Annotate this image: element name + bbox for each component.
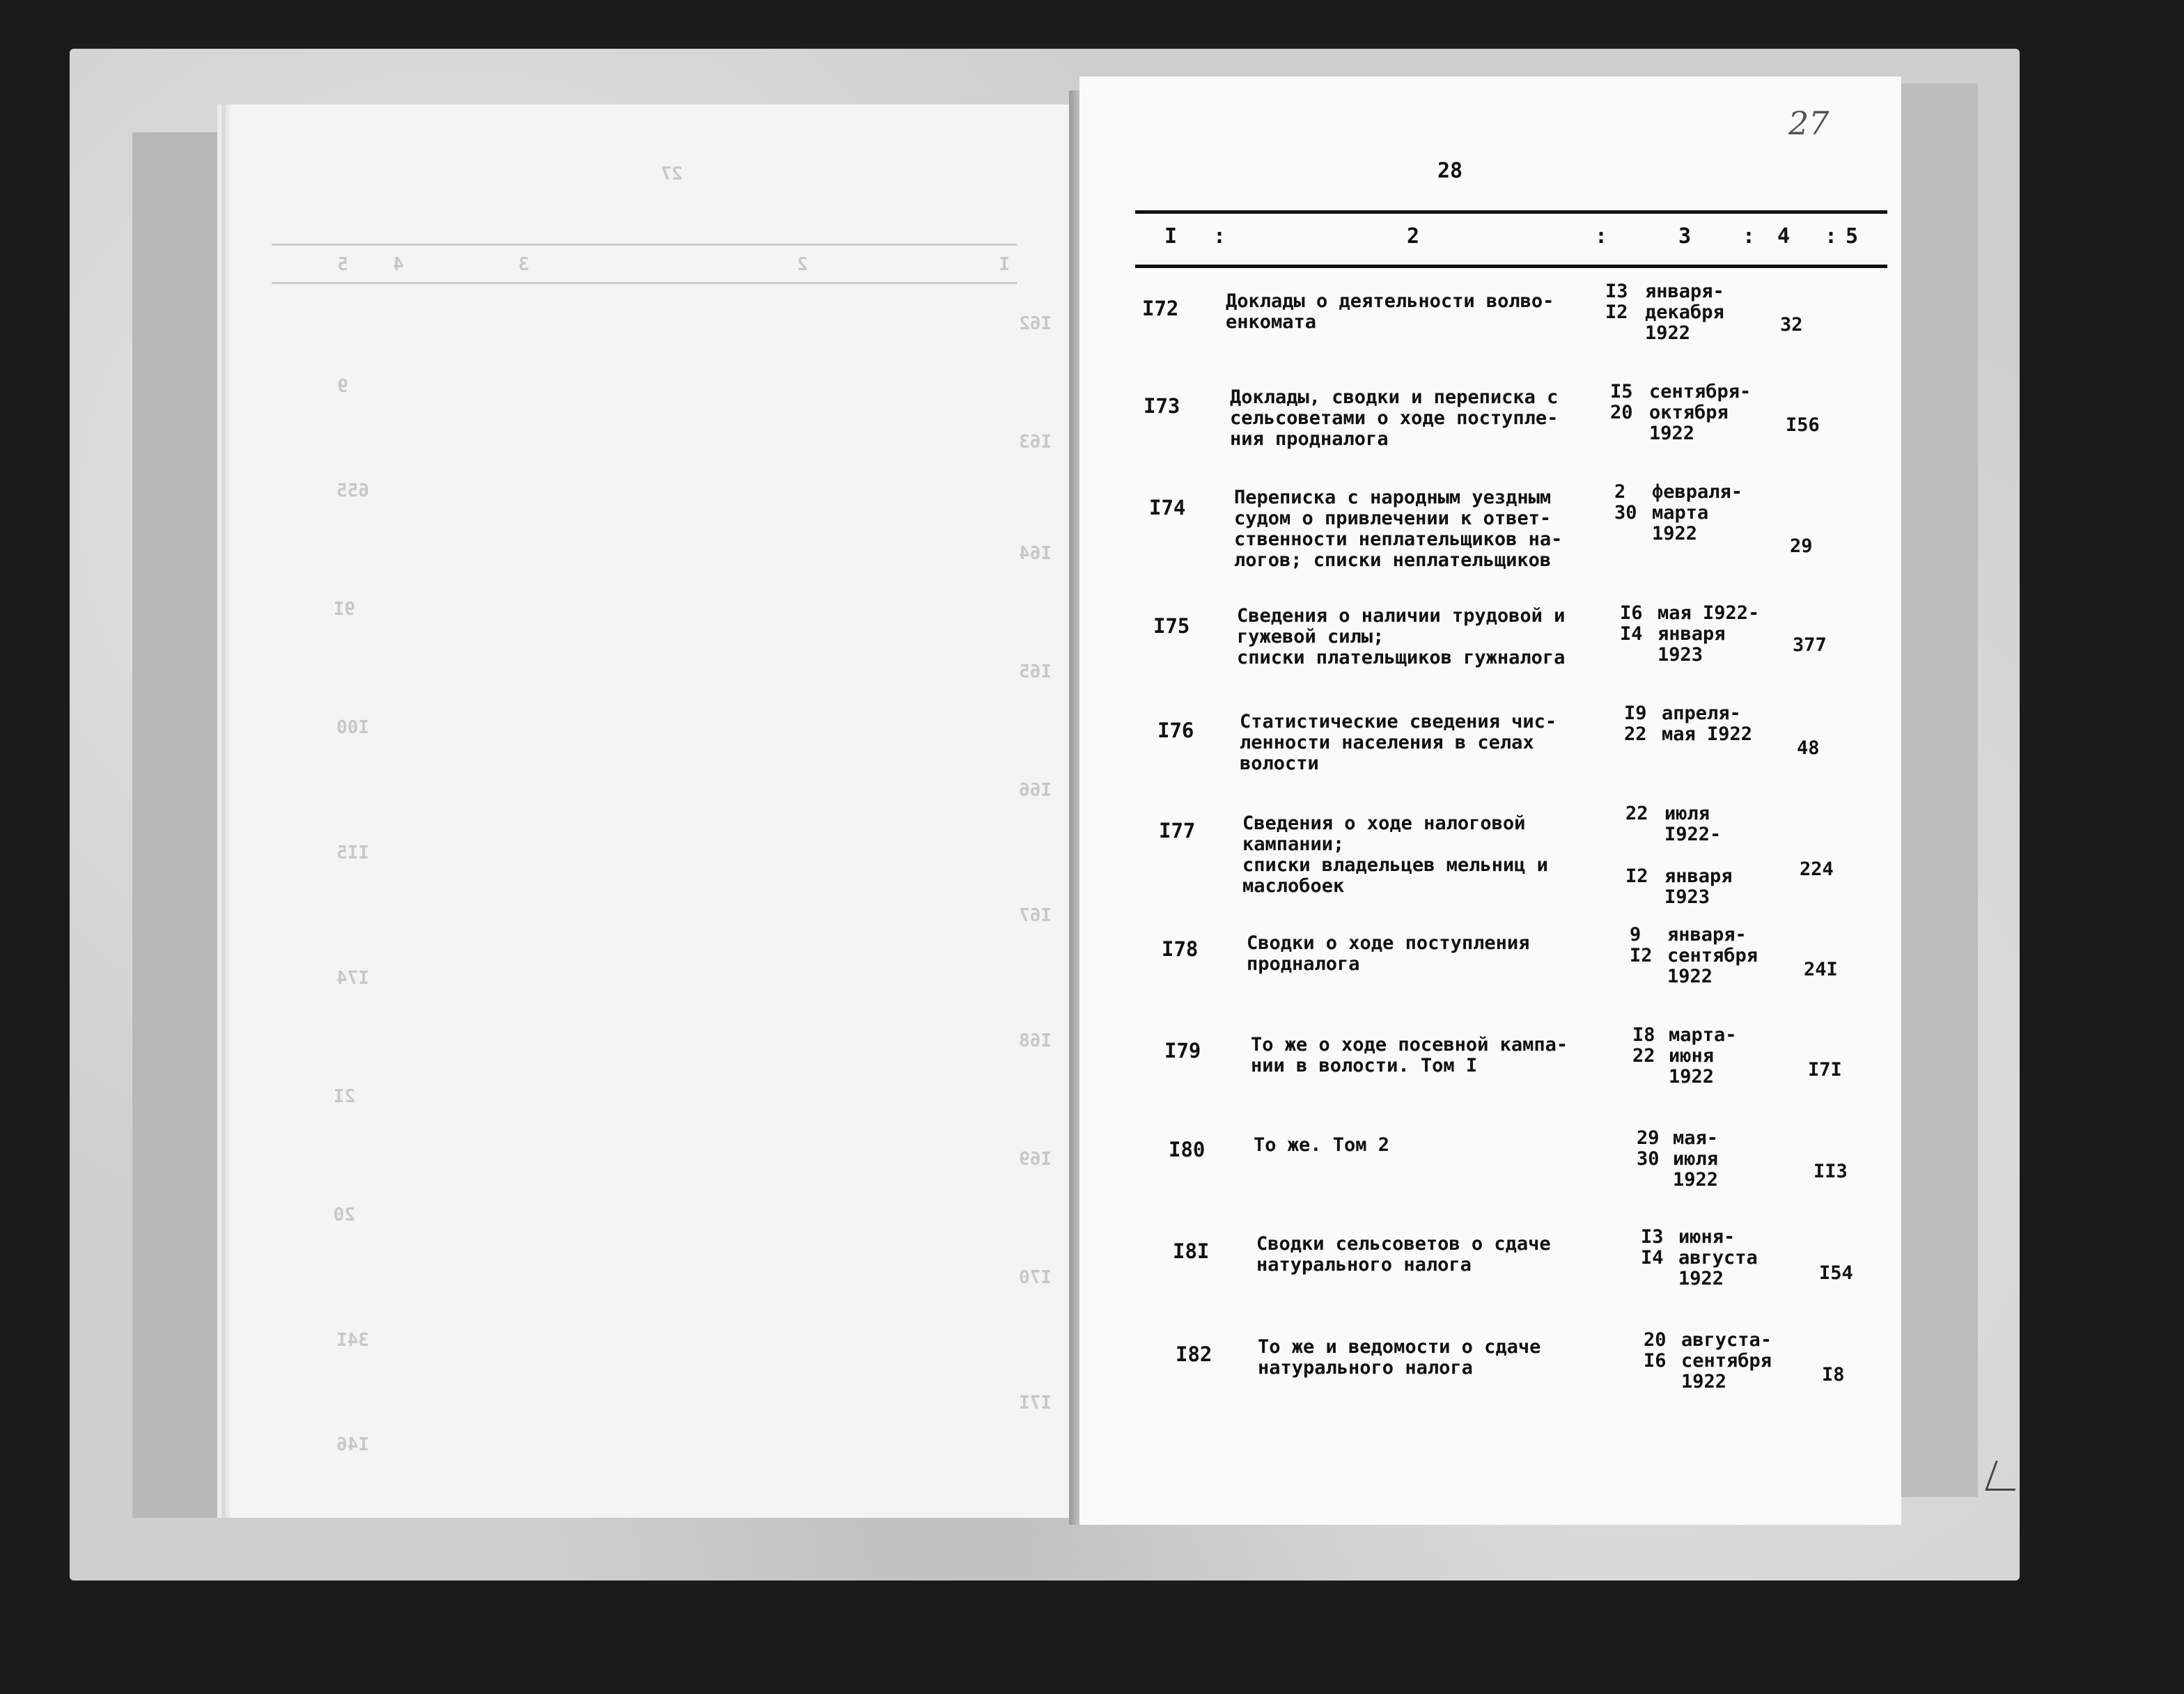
entry-count: 29 xyxy=(1790,535,1813,557)
ghost-count: 655 xyxy=(336,480,369,501)
column-separator: : xyxy=(1213,224,1226,249)
ghost-count: 34I xyxy=(336,1330,369,1351)
ghost-entry-num: I67 xyxy=(1019,905,1052,926)
entry-count: 224 xyxy=(1800,858,1834,880)
ghost-entry-num: I68 xyxy=(1019,1030,1052,1051)
ghost-col-4: 4 xyxy=(393,254,404,275)
ghost-count: 20 xyxy=(333,1205,355,1225)
ghost-count: 9 xyxy=(337,376,348,397)
entry-title: Сводки сельсоветов о сдаче натурального налога xyxy=(1256,1233,1551,1276)
entry-number: I78 xyxy=(1162,937,1199,961)
entry-count: 48 xyxy=(1797,737,1820,759)
entry-days: I5 20 xyxy=(1610,381,1633,423)
left-page-bleedthrough xyxy=(230,104,1072,1518)
entry-count: 32 xyxy=(1780,314,1803,336)
entry-count: 377 xyxy=(1793,634,1827,656)
entry-number: I79 xyxy=(1164,1039,1201,1062)
ghost-col-5: 5 xyxy=(337,254,348,275)
entry-days: 20 I6 xyxy=(1644,1329,1667,1372)
entry-number: I82 xyxy=(1176,1342,1212,1366)
folder-strip-left xyxy=(132,132,230,1518)
entry-number: I75 xyxy=(1153,614,1190,638)
ghost-entry-num: I66 xyxy=(1019,780,1052,801)
entry-number: I72 xyxy=(1142,297,1179,320)
column-separator: : xyxy=(1742,224,1756,249)
entry-dates: января- декабря 1922 xyxy=(1645,281,1724,344)
entry-number: I76 xyxy=(1157,719,1194,742)
ghost-page-number: 27 xyxy=(660,164,682,185)
column-header-3: 3 xyxy=(1678,224,1692,249)
ghost-entry-num: I64 xyxy=(1019,543,1052,564)
entry-days: I3 I4 xyxy=(1641,1226,1664,1269)
entry-days: I3 I2 xyxy=(1605,281,1628,323)
entry-dates: марта- июня 1922 xyxy=(1669,1024,1737,1088)
entry-days: I8 22 xyxy=(1632,1024,1655,1067)
column-header-5: 5 xyxy=(1846,224,1859,249)
entry-dates: мая- июля 1922 xyxy=(1673,1127,1719,1191)
ghost-col-2: 2 xyxy=(797,254,808,275)
entry-title: Сведения о наличии трудовой и гужевой силы; списки плательщиков гужналога xyxy=(1237,605,1566,668)
column-separator: : xyxy=(1595,224,1608,249)
entry-title: То же и ведомости о сдаче натурального налога xyxy=(1258,1336,1541,1379)
entry-dates: мая I922- января 1923 xyxy=(1658,602,1760,666)
ghost-entry-num: I62 xyxy=(1019,313,1052,334)
ghost-count: I74 xyxy=(336,968,369,989)
entry-title: Сведения о ходе налоговой кампании; списки владельцев мельниц и маслобоек xyxy=(1242,813,1548,897)
ghost-count: I46 xyxy=(336,1434,369,1455)
entry-title: Переписка с народным уездным судом о привлечении к ответ- ственности неплательщиков на- логов; списки неплательщиков xyxy=(1234,487,1563,571)
folder-strip-right xyxy=(1901,84,1978,1497)
ghost-count: 9I xyxy=(333,599,355,620)
entry-days: 2 30 xyxy=(1614,481,1637,524)
entry-title: Доклады, сводки и переписка с сельсоветами о ходе поступле- ния продналога xyxy=(1230,386,1559,450)
entry-number: I74 xyxy=(1149,496,1186,519)
entry-count: I8 xyxy=(1822,1364,1845,1386)
entry-number: I8I xyxy=(1173,1239,1210,1263)
entry-dates: февраля- марта 1922 xyxy=(1652,481,1743,544)
left-page xyxy=(230,104,1072,1518)
ghost-col-3: 3 xyxy=(518,254,529,275)
entry-dates: января- сентября 1922 xyxy=(1667,924,1758,987)
entry-number: I73 xyxy=(1144,394,1180,418)
entry-days: I9 22 xyxy=(1624,703,1647,745)
ghost-count: II5 xyxy=(336,842,369,863)
entry-title: То же. Том 2 xyxy=(1254,1134,1390,1156)
entry-dates: июня- августа 1922 xyxy=(1678,1226,1758,1289)
entry-days: 29 30 xyxy=(1637,1127,1660,1170)
ghost-entry-num: I69 xyxy=(1019,1149,1052,1170)
ghost-entry-num: I70 xyxy=(1019,1267,1052,1288)
page-number: 28 xyxy=(1437,159,1463,183)
ghost-entry-num: I7I xyxy=(1019,1393,1052,1413)
entry-title: То же о ходе посевной кампа- нии в волости. Том I xyxy=(1251,1034,1568,1076)
entry-days: 9 I2 xyxy=(1630,924,1653,966)
column-separator: : xyxy=(1825,224,1838,249)
ghost-entry-num: I65 xyxy=(1019,661,1052,682)
column-header-1: I xyxy=(1164,224,1178,249)
entry-dates: апреля- мая I922 xyxy=(1662,703,1753,745)
entry-count: I7I xyxy=(1808,1059,1842,1081)
entry-dates: августа- сентября 1922 xyxy=(1681,1329,1772,1393)
column-header-2: 2 xyxy=(1407,224,1420,249)
table-top-rule xyxy=(1135,210,1887,214)
entry-title: Доклады о деятельности волво- енкомата xyxy=(1226,290,1554,333)
entry-count: I56 xyxy=(1786,414,1820,436)
ghost-col-1: I xyxy=(999,254,1010,275)
archive-sheet-number: 27 xyxy=(1788,104,1830,142)
entry-dates: сентября- октября 1922 xyxy=(1649,381,1752,444)
entry-days: I6 I4 xyxy=(1620,602,1643,645)
entry-count: I54 xyxy=(1819,1262,1853,1284)
ghost-count: 2I xyxy=(333,1086,355,1107)
column-header-4: 4 xyxy=(1777,224,1791,249)
entry-number: I80 xyxy=(1169,1138,1206,1161)
ghost-count: I00 xyxy=(336,717,369,738)
entry-count: II3 xyxy=(1814,1161,1848,1182)
entry-title: Статистические сведения чис- ленности населения в селах волости xyxy=(1240,711,1557,774)
entry-count: 24I xyxy=(1804,959,1838,980)
entry-number: I77 xyxy=(1159,819,1196,842)
ghost-entry-num: I63 xyxy=(1019,432,1052,453)
entry-days: 22 I2 xyxy=(1625,803,1648,887)
entry-title: Сводки о ходе поступления продналога xyxy=(1247,932,1530,975)
entry-dates: июля I922- января I923 xyxy=(1664,803,1733,908)
table-header-rule xyxy=(1135,265,1887,268)
